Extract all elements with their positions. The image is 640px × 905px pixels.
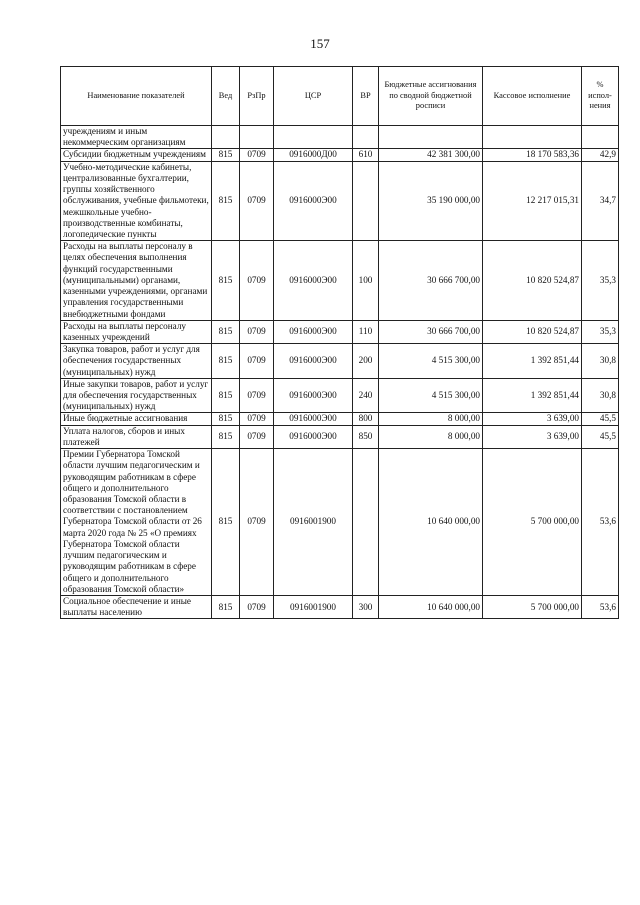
row-budget: 4 515 300,00 [379, 378, 483, 413]
row-cash: 12 217 015,31 [483, 161, 582, 241]
row-rzpr: 0709 [240, 161, 274, 241]
row-budget: 30 666 700,00 [379, 241, 483, 321]
row-budget: 10 640 000,00 [379, 595, 483, 618]
row-pct: 53,6 [582, 449, 619, 596]
budget-execution-table [60, 66, 619, 619]
row-name: Премии Губернатора Томской области лучшим педагогическим и руководящим работникам в сфере общего и дополнительного образования Томской области в соответствии с постановлением Губернатора Томской области от 26 марта 2020 года № 25 «О премиях Губернатора Томской области лучшим педагогическим и руководящим работникам в сфере общего и дополнительного образования Томской области» [61, 449, 212, 596]
table-row [61, 449, 619, 596]
row-budget [379, 126, 483, 149]
row-ved: 815 [212, 320, 240, 343]
header-rzpr: РзПр [240, 67, 274, 126]
header-budget: Бюджетные ассигнования по сводной бюджетной росписи [379, 67, 483, 126]
row-pct: 35,3 [582, 241, 619, 321]
row-ved: 815 [212, 413, 240, 425]
row-csr: 0916001900 [274, 595, 353, 618]
header-name: Наименование показателей [61, 67, 212, 126]
row-csr: 0916000Э00 [274, 425, 353, 448]
row-name: Учебно-методические кабинеты, централизованные бухгалтерии, группы хозяйственного обслуживания, учебные фильмотеки, межшкольные учебно-производственные комбинаты, логопедические пункты [61, 161, 212, 241]
row-cash: 10 820 524,87 [483, 241, 582, 321]
row-rzpr: 0709 [240, 378, 274, 413]
row-csr: 0916000Э00 [274, 320, 353, 343]
table-row [61, 320, 619, 343]
row-name: Закупка товаров, работ и услуг для обеспечения государственных (муниципальных) нужд [61, 344, 212, 379]
row-pct: 53,6 [582, 595, 619, 618]
table-row [61, 425, 619, 448]
row-vr: 610 [353, 149, 379, 161]
row-name: Социальное обеспечение и иные выплаты населению [61, 595, 212, 618]
row-rzpr: 0709 [240, 149, 274, 161]
row-rzpr: 0709 [240, 413, 274, 425]
row-cash: 10 820 524,87 [483, 320, 582, 343]
row-budget: 35 190 000,00 [379, 161, 483, 241]
row-cash: 5 700 000,00 [483, 449, 582, 596]
row-rzpr: 0709 [240, 595, 274, 618]
row-budget: 30 666 700,00 [379, 320, 483, 343]
row-cash: 1 392 851,44 [483, 378, 582, 413]
row-csr: 0916000Э00 [274, 344, 353, 379]
row-name: Иные закупки товаров, работ и услуг для обеспечения государственных (муниципальных) нужд [61, 378, 212, 413]
table-row [61, 149, 619, 161]
row-cash [483, 126, 582, 149]
row-pct: 30,8 [582, 378, 619, 413]
header-vr: ВР [353, 67, 379, 126]
row-name: Субсидии бюджетным учреждениям [61, 149, 212, 161]
row-vr: 300 [353, 595, 379, 618]
row-pct: 30,8 [582, 344, 619, 379]
row-vr: 800 [353, 413, 379, 425]
table-row [61, 413, 619, 425]
header-csr: ЦСР [274, 67, 353, 126]
row-ved: 815 [212, 241, 240, 321]
row-rzpr: 0709 [240, 320, 274, 343]
row-csr: 0916000Д00 [274, 149, 353, 161]
row-csr: 0916000Э00 [274, 378, 353, 413]
row-pct: 34,7 [582, 161, 619, 241]
row-pct: 45,5 [582, 413, 619, 425]
row-rzpr [240, 126, 274, 149]
row-csr: 0916001900 [274, 449, 353, 596]
row-csr: 0916000Э00 [274, 241, 353, 321]
row-pct: 45,5 [582, 425, 619, 448]
row-csr: 0916000Э00 [274, 413, 353, 425]
row-cash: 18 170 583,36 [483, 149, 582, 161]
row-ved: 815 [212, 449, 240, 596]
row-budget: 4 515 300,00 [379, 344, 483, 379]
row-vr [353, 449, 379, 596]
row-rzpr: 0709 [240, 241, 274, 321]
row-vr [353, 161, 379, 241]
row-csr: 0916000Э00 [274, 161, 353, 241]
table-row [61, 595, 619, 618]
table-header-row [61, 67, 619, 126]
row-vr: 240 [353, 378, 379, 413]
row-pct: 42,9 [582, 149, 619, 161]
row-name: Расходы на выплаты персоналу в целях обеспечения выполнения функций государственными (муниципальными) органами, казенными учреждениями, органами управления государственными внебюджетными фондами [61, 241, 212, 321]
row-cash: 5 700 000,00 [483, 595, 582, 618]
table-row [61, 241, 619, 321]
table-row [61, 126, 619, 149]
row-rzpr: 0709 [240, 449, 274, 596]
row-budget: 10 640 000,00 [379, 449, 483, 596]
row-cash: 3 639,00 [483, 425, 582, 448]
row-rzpr: 0709 [240, 425, 274, 448]
row-budget: 8 000,00 [379, 413, 483, 425]
page-number: 157 [310, 36, 330, 51]
table-row [61, 378, 619, 413]
row-vr: 100 [353, 241, 379, 321]
row-pct: 35,3 [582, 320, 619, 343]
row-ved: 815 [212, 378, 240, 413]
row-ved: 815 [212, 149, 240, 161]
row-vr: 110 [353, 320, 379, 343]
row-vr: 850 [353, 425, 379, 448]
row-cash: 1 392 851,44 [483, 344, 582, 379]
row-ved: 815 [212, 595, 240, 618]
row-ved [212, 126, 240, 149]
row-ved: 815 [212, 425, 240, 448]
header-pct: % испол-нения [582, 67, 619, 126]
row-name: Уплата налогов, сборов и иных платежей [61, 425, 212, 448]
header-cash: Кассовое исполнение [483, 67, 582, 126]
row-ved: 815 [212, 344, 240, 379]
row-name: Расходы на выплаты персоналу казенных учреждений [61, 320, 212, 343]
table-row [61, 161, 619, 241]
row-budget: 42 381 300,00 [379, 149, 483, 161]
row-cash: 3 639,00 [483, 413, 582, 425]
row-pct [582, 126, 619, 149]
header-ved: Вед [212, 67, 240, 126]
row-name: Иные бюджетные ассигнования [61, 413, 212, 425]
row-ved: 815 [212, 161, 240, 241]
row-csr [274, 126, 353, 149]
row-vr [353, 126, 379, 149]
row-rzpr: 0709 [240, 344, 274, 379]
row-name: учреждениям и иным некоммерческим организациям [61, 126, 212, 149]
row-vr: 200 [353, 344, 379, 379]
table-row [61, 344, 619, 379]
row-budget: 8 000,00 [379, 425, 483, 448]
